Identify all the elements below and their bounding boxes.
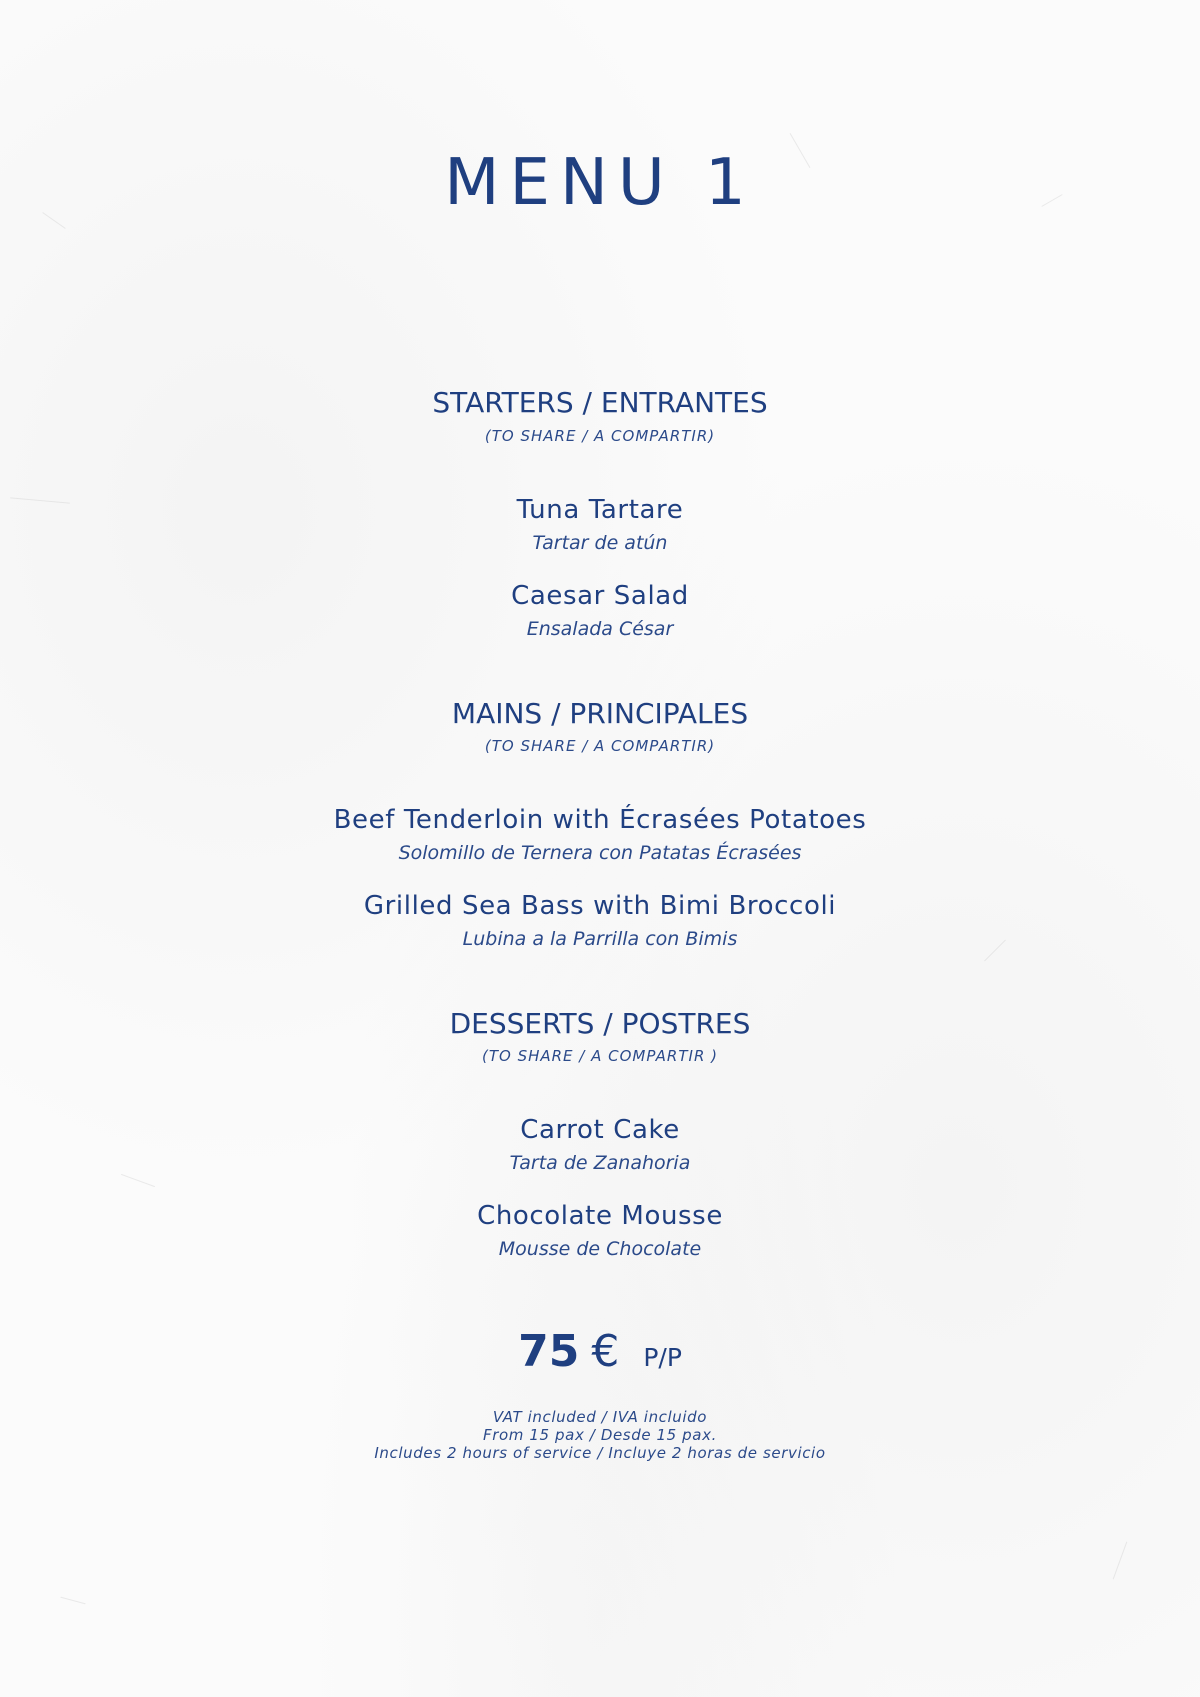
section-note-desserts: (TO SHARE / A COMPARTIR ) — [481, 1047, 718, 1065]
dish-name: Beef Tenderloin with Écrasées Potatoes — [333, 805, 867, 835]
section-heading-desserts: DESSERTS / POSTRES — [449, 1007, 751, 1040]
section-heading-starters: STARTERS / ENTRANTES — [432, 386, 768, 419]
dish-name: Tuna Tartare — [516, 495, 684, 525]
section-heading-mains: MAINS / PRINCIPALES — [451, 697, 749, 730]
dish-name: Chocolate Mousse — [477, 1201, 723, 1231]
price-unit: P/P — [643, 1343, 682, 1372]
dish-translation: Mousse de Chocolate — [498, 1238, 702, 1260]
price-row — [0, 1326, 1200, 1377]
section-note-starters: (TO SHARE / A COMPARTIR) — [484, 427, 716, 445]
footnote-service: Includes 2 hours of service / Incluye 2 horas de servicio — [374, 1444, 826, 1462]
price-currency: € — [591, 1326, 620, 1377]
section-note-mains: (TO SHARE / A COMPARTIR) — [484, 737, 716, 755]
dish-translation: Ensalada César — [526, 618, 674, 640]
menu-title: MENU 1 — [444, 146, 756, 220]
dish-name: Caesar Salad — [511, 581, 689, 611]
dish-name: Grilled Sea Bass with Bimi Broccoli — [363, 891, 837, 921]
dish-translation: Tartar de atún — [532, 532, 668, 554]
dish-translation: Solomillo de Ternera con Patatas Écrasées — [398, 842, 802, 864]
dish-translation: Tarta de Zanahoria — [509, 1152, 691, 1174]
footnote-vat: VAT included / IVA incluido — [492, 1408, 708, 1426]
dish-translation: Lubina a la Parrilla con Bimis — [462, 928, 738, 950]
price-amount: 75 — [518, 1326, 580, 1377]
dish-name: Carrot Cake — [520, 1115, 680, 1145]
footnote-min-pax: From 15 pax / Desde 15 pax. — [483, 1426, 717, 1444]
